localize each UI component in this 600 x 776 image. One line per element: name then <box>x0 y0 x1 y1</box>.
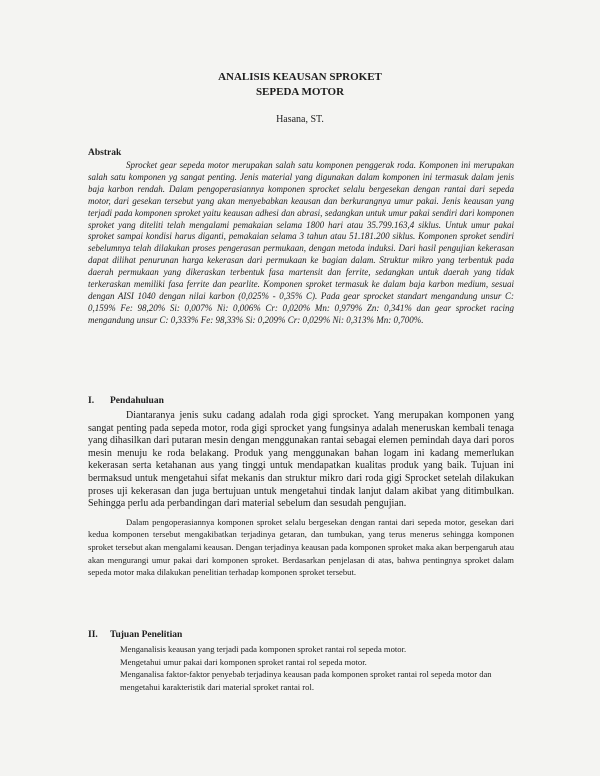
title-line-1: ANALISIS KEAUSAN SPROKET <box>218 71 382 83</box>
section-2-number: II. <box>88 630 98 640</box>
section-1-paragraph-2: Dalam pengoperasiannya komponen sproket selalu bergesekan dengan rantai dari sepeda motor, gesekan dari kedua komponen tersebut mengakibatkan terjadinya getaran, dan tumbukan, yang terus menerus sehingga komponen sproket tersebut akan mengalami keausan. Dengan terjadinya keausan pada komponen sproket maka akan berpengaruh atau akan mengurangi umur pakai dari komponen sproket. Berdasarkan penjelasan di atas, bahwa pentingnya sproket dalam sepeda motor maka dilakukan penelitian terhadap komponen sproket tersebut. <box>88 516 514 578</box>
section-2-heading <box>88 630 182 640</box>
section-1-title: Pendahuluan <box>110 396 164 406</box>
abstract-heading: Abstrak <box>88 148 122 158</box>
list-item: Mengetahui umur pakai dari komponen sproket rantai rol sepeda motor. <box>120 656 367 667</box>
section-1-paragraph-1: Diantaranya jenis suku cadang adalah roda gigi sprocket. Yang merupakan komponen yang sangat penting pada sepeda motor, roda gigi sprocket yang fungsinya adalah meneruskan kembali tenaga yang dihasilkan dari putaran mesin dengan menggunakan rantai sebagai elemen pemindah daya dari poros mesin menuju ke roda belakang. Produk yang menggunakan bahan logam ini kadang memerlukan kekerasan serta ketahanan aus yang tinggi untuk mendapatkan kualitas produk yang baik. Tujuan ini bermaksud untuk mengetahui sifat mekanis dan struktur mikro dari roda gigi Sprocket setelah dilakukan proses uji kekerasan dan juga bertujuan untuk mengetahui tindak lanjut dalam akibat yang ditimbulkan. Sehingga perlu ada perbandingan dari material sebelum dan sesudah pengujian. <box>88 410 514 510</box>
section-1-number: I. <box>88 396 95 406</box>
list-item: Menganalisa faktor-faktor penyebab terjadinya keausan pada komponen sproket rantai rol sepeda motor dan mengetahui karakteristik dari material sproket rantai rol. <box>120 669 492 692</box>
list-item: Menganalisis keausan yang terjadi pada komponen sproket rantai rol sepeda motor. <box>120 644 407 654</box>
paper-title <box>0 70 600 100</box>
abstract-text: Sprocket gear sepeda motor merupakan salah satu komponen penggerak roda. Komponen ini merupakan salah satu komponen yg sangat penting. Jenis material yang digunakan dalam komponen ini termasuk dalam jenis baja karbon rendah. Dalam pengoperasiannya komponen sprocket selalu bergesekan dengan rantai dari sepeda motor, dari gesekan tersebut yang akan menyebabkan keausan dan berkurangnya umur pakai. Jenis keausan yang terjadi pada komponen sproket yaitu keausan adhesi dan abrasi, sedangkan untuk umur pakai sendiri dari komponen sproket yang diteliti telah mengalami pemakaian selama 1800 hari atau 35.799.163,4 siklus. Untuk umur pakai sproket sampai kondisi harus diganti, pemakaian selama 3 tahun atau 51.181.200 siklus. Komponen sproket sendiri sebelumnya telah dilakukan proses pengerasan permukaan, dengan metoda induksi. Dari hasil pengujian kekerasan dapat dilihat penurunan harga kekerasan dari permukaan ke bagian dalam. Struktur mikro yang terbentuk pada daerah permukaan yang dikeraskan terbentuk fasa martensit dan ferrite, sedangkan untuk daerah yang tidak terkeraskan memiliki fasa ferrite dan pearlite. Komponen sproket termasuk ke dalam baja karbon medium, sesuai dengan AISI 1040 dengan nilai karbon (0,025% - 0,35% C). Pada gear sprocket standart mengandung unsur C: 0,159% Fe: 98,20% Si: 0,007% Ni: 0,006% Cr: 0,020% Mn: 0,979% Zn: 0,341% dan gear sprocket racing mengandung unsur C: 0,333% Fe: 98,33% Si: 0,209% Cr: 0,029% Ni: 0,313% Mn: 0,700%. <box>88 160 514 325</box>
objectives-list <box>120 643 514 693</box>
section-1-body <box>88 410 514 579</box>
section-1-heading <box>88 396 164 406</box>
section-2-title: Tujuan Penelitian <box>110 630 183 640</box>
title-line-2: SEPEDA MOTOR <box>255 86 345 98</box>
author-name: Hasana, ST. <box>276 114 324 125</box>
